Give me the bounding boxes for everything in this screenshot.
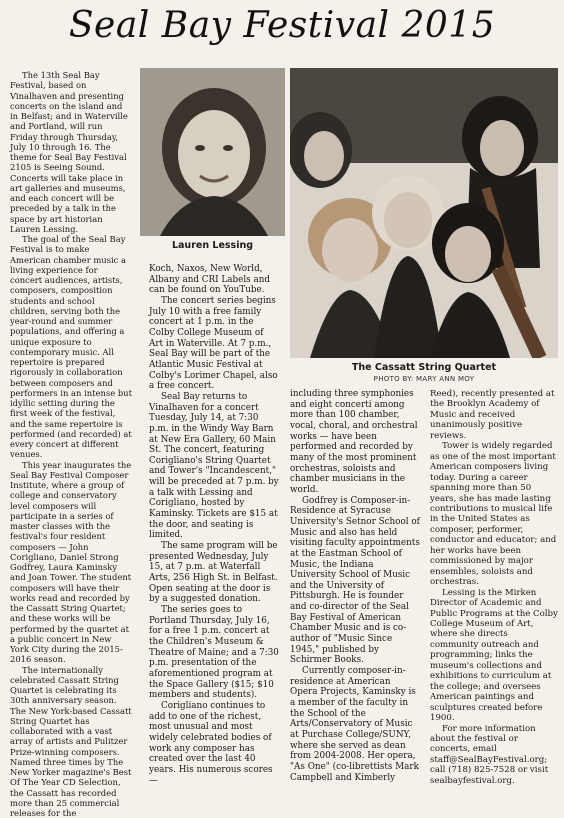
lauren-lessing-photo	[140, 68, 285, 236]
paragraph: Lessing is the Mirken Director of Academic and Public Programs at the Colby College Museum of Art, where she directs community outreach and programming; links the museum's collections and exhibitions to curriculum at the college; and oversees American paintings and sculptures created before 1900.	[430, 588, 558, 724]
paragraph: The 13th Seal Bay Festival, based on Vinalhaven and presenting concerts on the island and in Belfast; and in Waterville and Portland, will run Friday through Thursday, July 10 through 16. The theme for Seal Bay Festival 2105 is Seeing Sound. Concerts will take place in art galleries and museums, and each concert will be preceded by a talk in the space by art historian Lauren Lessing.	[10, 70, 132, 234]
article-column-3	[290, 389, 420, 790]
paragraph: The series goes to Portland Thursday, July 16, for a free 1 p.m. concert at the Children's Museum & Theatre of Maine; and a 7:30 p.m. presentation of the aforementioned program at the Space Gallery ($15; $10 members and students).	[149, 605, 279, 701]
paragraph: including three symphonies and eight concerti among more than 100 chamber, vocal, choral, and orchestral works — have been performed and recorded by many of the most prominent orchestras, soloists and chamber musicians in the world.	[290, 389, 420, 496]
paragraph: The same program will be presented Wednesday, July 15, at 7 p.m. at Waterfall Arts, 256 High St. in Belfast. Open seating at the door is by a suggested donation.	[149, 541, 279, 605]
article-column-2	[149, 264, 279, 790]
lauren-lessing-caption: Lauren Lessing	[140, 240, 285, 252]
paragraph: The internationally celebrated Cassatt String Quartet is celebrating its 30th anniversary season. The New York-based Cassatt String Quartet has collaborated with a vast array of artists and Pulitzer Prize-winning composers. Named three times by The New Yorker magazine's Best Of The Year CD Selection, the Cassatt has recorded more than 25 commercial releases for the	[10, 665, 132, 818]
quartet-caption: The Cassatt String Quartet	[290, 362, 558, 374]
paragraph: Godfrey is Composer-in-Residence at Syracuse University's Setnor School of Music and also has held visiting faculty appointments at the Eastman School of Music, the Indiana University School of Music and the University of Pittsburgh. He is founder and co-director of the Seal Bay Festival of American Chamber Music and is co-author of "Music Since 1945," published by Schirmer Books.	[290, 496, 420, 667]
portrait-illustration	[140, 68, 285, 236]
paragraph: Reed), recently presented at the Brooklyn Academy of Music and received unanimously positive reviews.	[430, 389, 558, 441]
paragraph: Seal Bay returns to Vinalhaven for a concert Tuesday, July 14, at 7:30 p.m. in the Windy Way Barn at New Era Gallery, 60 Main St. The concert, featuring Corigliano's String Quartet and Tower's "Incandescent," will be preceded at 7 p.m. by a talk with Lessing and Corigliano, hosted by Kaminsky. Tickets are $15 at the door, and seating is limited.	[149, 392, 279, 541]
article-column-1	[10, 70, 132, 790]
photo-credit: PHOTO BY: MARY ANN MOY	[290, 375, 558, 384]
article-column-4	[430, 389, 558, 790]
article-title: Seal Bay Festival 2015	[0, 4, 564, 48]
quartet-illustration	[290, 68, 558, 358]
paragraph: For more information about the festival or concerts, email staff@SealBayFestival.org; call (718) 825-7528 or visit sealbayfestival.org.	[430, 724, 558, 787]
cassatt-string-quartet-photo	[290, 68, 558, 358]
paragraph: Tower is widely regarded as one of the most important American composers living today. During a career spanning more than 50 years, she has made lasting contributions to musical life in the United States as composer, performer, conductor and educator; and her works have been commissioned by major ensembles, soloists and orchestras.	[430, 441, 558, 587]
paragraph: Currently composer-in-residence at American Opera Projects, Kaminsky is a member of the faculty in the School of the Arts/Conservatory of Music at Purchase College/SUNY, where she served as dean from 2004-2008. Her opera, "As One" (co-librettists Mark Campbell and Kimberly	[290, 666, 420, 783]
paragraph: Koch, Naxos, New World, Albany and CRI Labels and can be found on YouTube.	[149, 264, 279, 296]
paragraph: The concert series begins July 10 with a free family concert at 1 p.m. in the Colby College Museum of Art in Waterville. At 7 p.m., Seal Bay will be part of the Atlantic Music Festival at Colby's Lorimer Chapel, also a free concert.	[149, 296, 279, 392]
paragraph: The goal of the Seal Bay Festival is to make American chamber music a living experience for concert audiences, artists, composers, composition students and school children, serving both the year-round and summer populations, and offering a unique exposure to contemporary music. All repertoire is prepared rigorously in collaboration between composers and performers in an intense but idyllic setting during the first week of the festival, and the same repertoire is performed (and recorded) at every concert at different venues.	[10, 234, 132, 460]
paragraph: This year inaugurates the Seal Bay Festival Composer Institute, where a group of college and conservatory level composers will participate in a series of master classes with the festival's four resident composers — John Corigliano, Daniel Strong Godfrey, Laura Kaminsky and Joan Tower. The student composers will have their works read and recorded by the Cassatt String Quartet; and these works will be performed by the quartet at a public concert in New York City during the 2015-2016 season.	[10, 460, 132, 665]
paragraph: Corigliano continues to add to one of the richest, most unusual and most widely celebrated bodies of work any composer has created over the last 40 years. His numerous scores —	[149, 701, 279, 786]
